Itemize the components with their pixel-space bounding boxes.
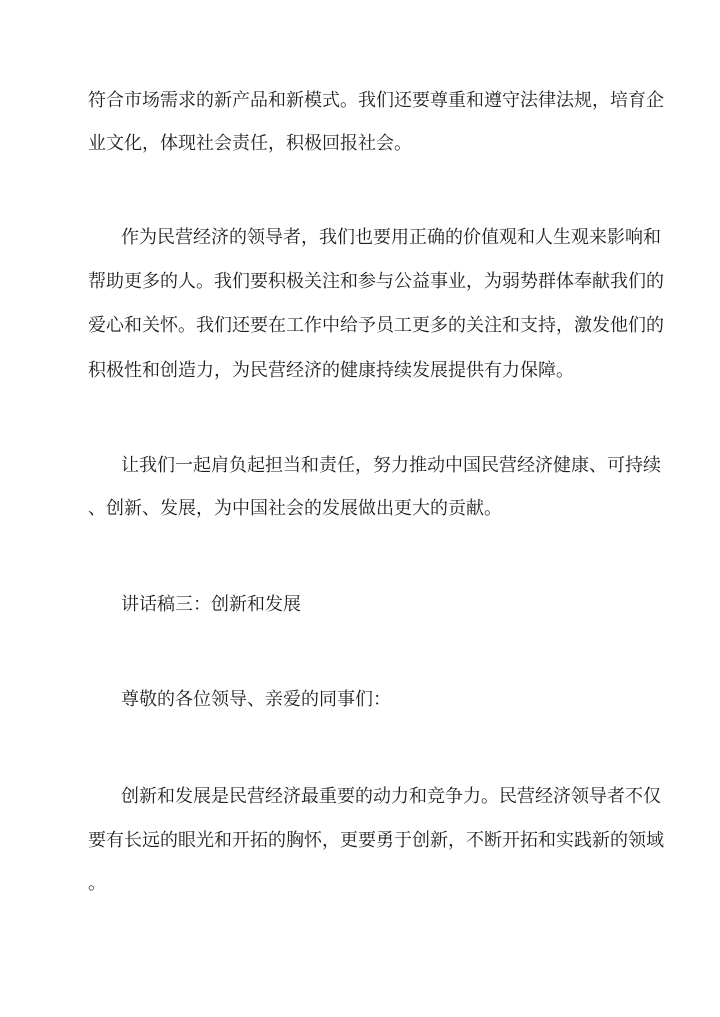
paragraph-line: 作为民营经济的领导者，我们也要用正确的价值观和人生观来影响和 <box>121 227 661 248</box>
paragraph-line: 业文化，体现社会责任，积极回报社会。 <box>88 133 412 154</box>
paragraph-line: 爱心和关怀。我们还要在工作中给予员工更多的关注和支持，激发他们的 <box>88 315 664 336</box>
paragraph-line: 帮助更多的人。我们要积极关注和参与公益事业，为弱势群体奉献我们的 <box>88 271 664 292</box>
paragraph-line: 创新和发展是民营经济最重要的动力和竞争力。民营经济领导者不仅 <box>121 786 661 807</box>
paragraph-line: 。 <box>88 873 106 894</box>
section-heading: 讲话稿三：创新和发展 <box>121 594 301 615</box>
paragraph-line: 要有长远的眼光和开拓的胸怀，更要勇于创新，不断开拓和实践新的领域 <box>88 830 664 851</box>
paragraph-line: 、创新、发展，为中国社会的发展做出更大的贡献。 <box>88 498 502 519</box>
paragraph-line: 让我们一起肩负起担当和责任，努力推动中国民营经济健康、可持续 <box>121 455 661 476</box>
paragraph-line: 符合市场需求的新产品和新模式。我们还要尊重和遵守法律法规，培育企 <box>88 90 664 111</box>
salutation: 尊敬的各位领导、亲爱的同事们： <box>121 689 391 710</box>
paragraph-line: 积极性和创造力，为民营经济的健康持续发展提供有力保障。 <box>88 360 574 381</box>
